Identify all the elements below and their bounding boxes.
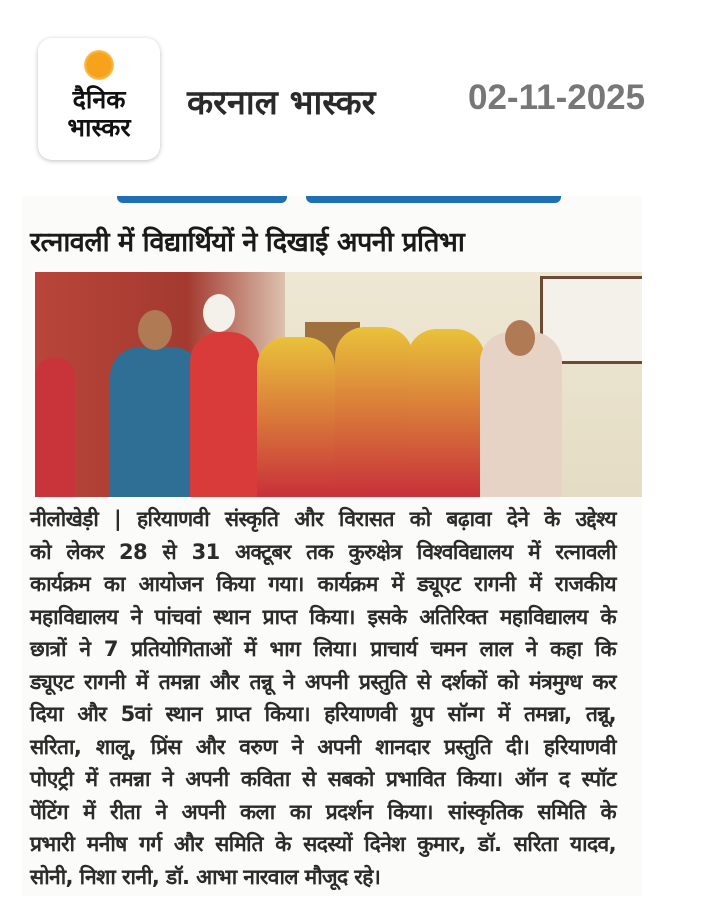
logo-text-line2: भास्कर <box>67 113 131 142</box>
article-line: पेंटिंग में रीता ने अपनी कला का प्रदर्शन किया। सांस्कृतिक समिति के <box>30 799 616 824</box>
article-line: छात्रों ने 7 प्रतियोगिताओं में भाग लिया। प्राचार्य चमन लाल ने कहा कि <box>30 637 616 661</box>
article-line: नीलोखेड़ी | हरियाणवी संस्कृति और विरासत को बढ़ावा देने के उद्देश्य <box>30 507 616 531</box>
article-line: सोनी, निशा रानी, डॉ. आभा नारवाल मौजूद रहे। <box>30 864 381 889</box>
photo-head <box>203 294 235 332</box>
photo-person <box>407 329 485 497</box>
article-line: महाविद्यालय ने पांचवां स्थान प्राप्त किया। इसके अतिरिक्त महाविद्यालय के <box>30 604 616 629</box>
photo-person <box>335 327 413 497</box>
publication-date: 02-11-2025 <box>468 78 646 117</box>
photo-person <box>110 347 202 497</box>
photo-person <box>190 332 260 497</box>
photo-head <box>505 320 535 356</box>
article-headline: रत्नावली में विद्यार्थियों ने दिखाई अपनी प्रतिभा <box>30 227 465 258</box>
article-line: को लेकर 28 से 31 अक्टूबर तक कुरुक्षेत्र विश्वविद्यालय में रत्नावली <box>30 539 616 564</box>
article-line: दिया और 5वां स्थान प्राप्त किया। हरियाणवी ग्रुप सॉन्ग में तमन्ना, तन्नू, <box>30 702 616 726</box>
article-body <box>30 503 616 893</box>
article-line: कार्यक्रम का आयोजन किया गया। कार्यक्रम में ड्यूएट रागनी में राजकीय <box>30 572 616 596</box>
decorative-bar <box>306 196 561 203</box>
edition-name: करनाल भास्कर <box>187 83 376 123</box>
article-line: ड्यूएट रागनी में तमन्ना और तन्नू ने अपनी प्रस्तुति से दर्शकों को मंत्रमुग्ध कर <box>30 669 616 694</box>
photo-head <box>138 310 172 350</box>
dainik-bhaskar-logo <box>38 38 160 160</box>
decorative-bar <box>117 196 287 203</box>
article-line: सरिता, शालू, प्रिंस और वरुण ने अपनी शानदार प्रस्तुति दी। हरियाणवी <box>30 734 616 759</box>
logo-text-line1: दैनिक <box>72 85 126 114</box>
photo-person <box>257 337 335 497</box>
article-line: पोएट्री में तमन्ना ने अपनी कविता से सबको प्रभावित किया। ऑन द स्पॉट <box>30 767 616 791</box>
photo-person <box>35 357 75 497</box>
article-photo <box>35 272 642 497</box>
photo-person <box>480 332 562 497</box>
article-line: प्रभारी मनीष गर्ग और समिति के सदस्यों दिनेश कुमार, डॉ. सरिता यादव, <box>30 832 616 856</box>
sun-icon <box>84 50 114 80</box>
